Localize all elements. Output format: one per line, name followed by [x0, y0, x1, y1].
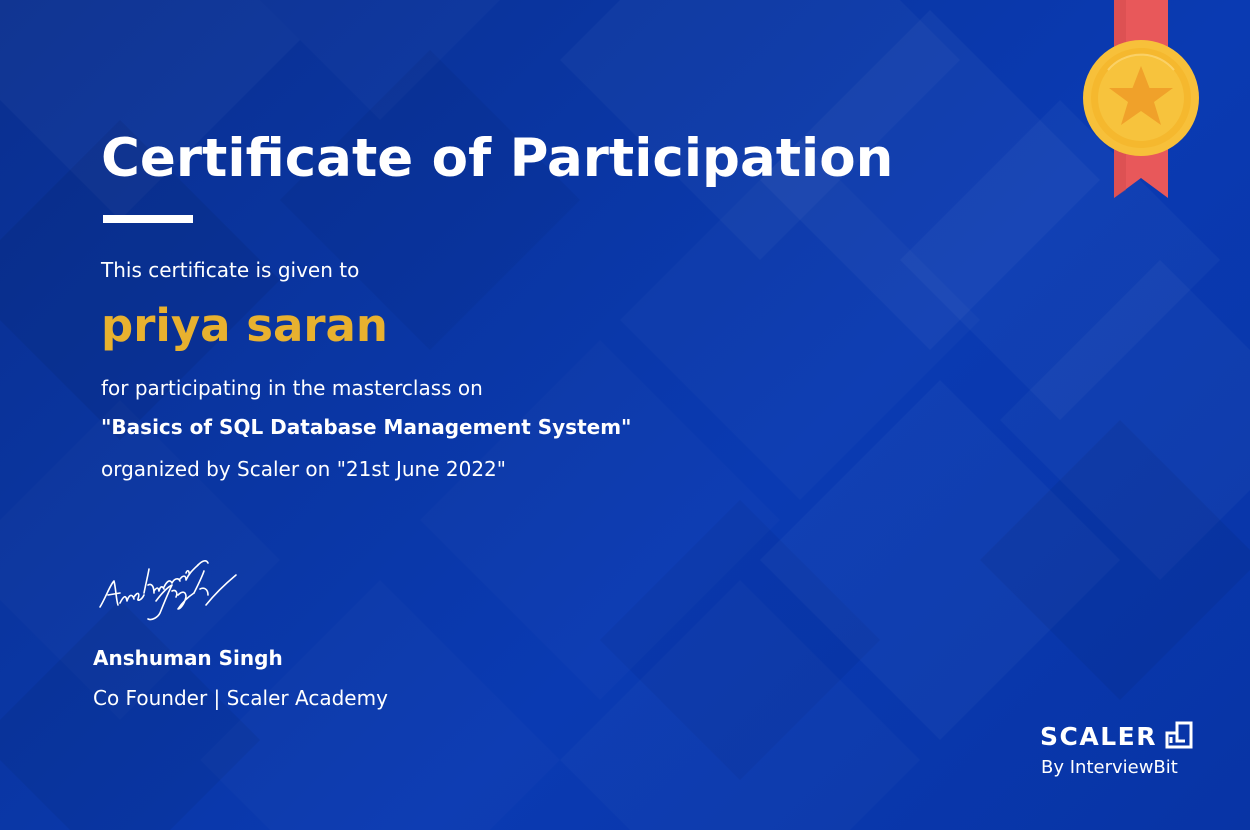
signature-image: [94, 545, 244, 625]
brand-name: SCALER: [1040, 722, 1157, 751]
given-to-label: This certificate is given to: [101, 258, 360, 282]
recipient-name: priya saran: [101, 299, 388, 352]
title-underline: [103, 215, 193, 223]
participation-line: for participating in the masterclass on: [101, 376, 483, 400]
course-title: "Basics of SQL Database Management System": [101, 415, 632, 439]
certificate-title: Certificate of Participation: [101, 128, 894, 189]
signer-role: Co Founder | Scaler Academy: [93, 686, 388, 710]
signer-name: Anshuman Singh: [93, 646, 283, 670]
brand-tagline: By InterviewBit: [1041, 757, 1178, 778]
brand-logo: [1040, 720, 1200, 780]
scaler-logo-icon: [1165, 721, 1193, 749]
organized-line: organized by Scaler on "21st June 2022": [101, 457, 506, 481]
medal-icon: [1080, 0, 1202, 200]
